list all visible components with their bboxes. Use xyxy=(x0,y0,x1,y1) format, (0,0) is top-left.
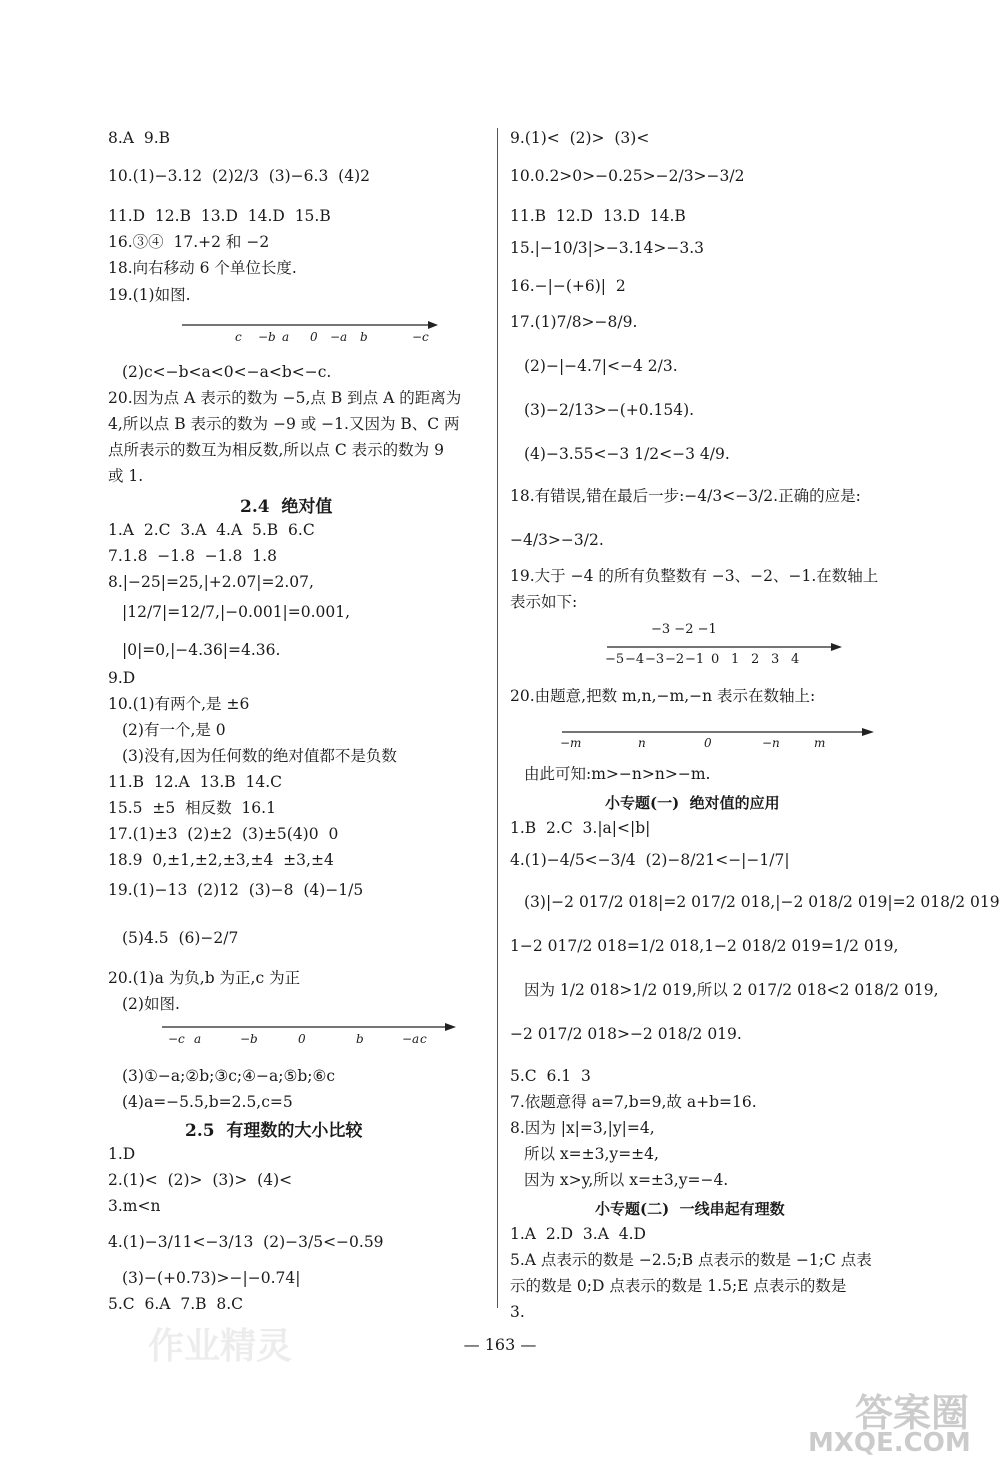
subtopic-heading-2: 小专题(二) 一线串起有理数 xyxy=(595,1200,785,1218)
left-answer-line: 4,所以点 B 表示的数为 −9 或 −1.又因为 B、C 两 xyxy=(108,415,460,433)
number-line-3 xyxy=(605,622,845,668)
section-heading-2-5: 2.5 有理数的大小比较 xyxy=(185,1121,363,1141)
number-line-2 xyxy=(160,1018,460,1048)
right-answer-line: 1.B 2.C 3.|a|<|b| xyxy=(510,819,651,837)
left-answer-line: 3.m<n xyxy=(108,1197,161,1215)
left-answer-line: 1.A 2.C 3.A 4.A 5.B 6.C xyxy=(108,521,315,539)
axis-tick-label: −c xyxy=(412,330,429,344)
page-number: — 163 — xyxy=(463,1335,537,1354)
left-answer-line: (5)4.5 (6)−2/7 xyxy=(122,929,239,947)
right-answer-line: 9.(1)< (2)> (3)< xyxy=(510,129,650,147)
axis-tick-label: −m xyxy=(560,736,582,750)
left-answer-line: (2)c<−b<a<0<−a<b<−c. xyxy=(122,363,332,381)
left-answer-line: 4.(1)−3/11<−3/13 (2)−3/5<−0.59 xyxy=(108,1233,384,1251)
right-answer-line: 10.0.2>0>−0.25>−2/3>−3/2 xyxy=(510,167,745,185)
right-answer-line: 1−2 017/2 018=1/2 018,1−2 018/2 019=1/2 019, xyxy=(510,937,899,955)
right-answer-line: 由此可知:m>−n>n>−m. xyxy=(524,765,711,783)
left-answer-line: 11.B 12.A 13.B 14.C xyxy=(108,773,282,791)
left-answer-line: 19.(1)如图. xyxy=(108,286,191,304)
left-answer-line: (3)①−a;②b;③c;④−a;⑤b;⑥c xyxy=(122,1067,336,1085)
left-answer-line: 或 1. xyxy=(108,467,144,485)
left-answer-line: |12/7|=12/7,|−0.001|=0.001, xyxy=(122,603,351,621)
site-watermark-logo: 答案圈 xyxy=(855,1391,970,1435)
column-divider xyxy=(497,128,498,1308)
left-answer-line: 1.D xyxy=(108,1145,136,1163)
stamp-watermark-bottom: 作业精灵 xyxy=(148,1326,293,1367)
axis-tick-label: a xyxy=(282,330,290,344)
axis-tick-label: −2 xyxy=(665,652,685,667)
left-answer-line: 20.因为点 A 表示的数为 −5,点 B 到点 A 的距离为 xyxy=(108,389,462,407)
right-answer-line: 19.大于 −4 的所有负整数有 −3、−2、−1.在数轴上 xyxy=(510,567,879,585)
axis-tick-label: −a xyxy=(402,1032,420,1046)
left-answer-line: 15.5 ±5 相反数 16.1 xyxy=(108,799,276,817)
axis-tick-label: −b xyxy=(258,330,276,344)
right-answer-line: (3)−2/13>−(+0.154). xyxy=(524,401,695,419)
axis-tick-label: 0 xyxy=(298,1032,306,1046)
left-answer-line: 16.③④ 17.+2 和 −2 xyxy=(108,233,270,251)
right-answer-line: 5.C 6.1 3 xyxy=(510,1067,591,1085)
right-answer-line: 18.有错误,错在最后一步:−4/3<−3/2.正确的应是: xyxy=(510,487,861,505)
right-answer-line: 示的数是 0;D 点表示的数是 1.5;E 点表示的数是 xyxy=(510,1277,847,1295)
left-answer-line: 10.(1)有两个,是 ±6 xyxy=(108,695,250,713)
left-answer-line: 2.(1)< (2)> (3)> (4)< xyxy=(108,1171,293,1189)
axis-tick-label: n xyxy=(638,736,646,750)
right-answer-line: −4/3>−3/2. xyxy=(510,531,604,549)
left-answer-line: (3)没有,因为任何数的绝对值都不是负数 xyxy=(122,747,397,765)
right-answer-line: 因为 x>y,所以 x=±3,y=−4. xyxy=(524,1171,729,1189)
axis-tick-label: −b xyxy=(240,1032,258,1046)
right-answer-line: 所以 x=±3,y=±4, xyxy=(524,1145,659,1163)
left-answer-line: (2)如图. xyxy=(122,995,180,1013)
left-answer-line: 20.(1)a 为负,b 为正,c 为正 xyxy=(108,969,301,987)
left-answer-line: (2)有一个,是 0 xyxy=(122,721,226,739)
number-line-1 xyxy=(180,316,440,346)
axis-tick-label: 0 xyxy=(704,736,712,750)
axis-tick-label: −1 xyxy=(685,652,705,667)
left-answer-line: (4)a=−5.5,b=2.5,c=5 xyxy=(122,1093,293,1111)
right-answer-line: 1.A 2.D 3.A 4.D xyxy=(510,1225,646,1243)
section-heading-2-4: 2.4 绝对值 xyxy=(240,497,333,517)
right-answer-line: 20.由题意,把数 m,n,−m,−n 表示在数轴上: xyxy=(510,687,816,705)
left-answer-line: 9.D xyxy=(108,669,136,687)
right-answer-line: 因为 1/2 018>1/2 019,所以 2 017/2 018<2 018/2 019, xyxy=(524,981,939,999)
left-answer-line: |0|=0,|−4.36|=4.36. xyxy=(122,641,281,659)
left-answer-line: (3)−(+0.73)>−|−0.74| xyxy=(122,1269,301,1287)
left-answer-line: 5.C 6.A 7.B 8.C xyxy=(108,1295,244,1313)
left-answer-line: 10.(1)−3.12 (2)2/3 (3)−6.3 (4)2 xyxy=(108,167,370,185)
right-answer-line: 17.(1)7/8>−8/9. xyxy=(510,313,638,331)
left-answer-line: 18.向右移动 6 个单位长度. xyxy=(108,259,297,277)
number-line-4 xyxy=(560,726,880,756)
axis-tick-label: b xyxy=(356,1032,364,1046)
left-answer-line: 8.|−25|=25,|+2.07|=2.07, xyxy=(108,573,314,591)
axis-tick-label: −3 xyxy=(645,652,665,667)
axis-tick-label: m xyxy=(814,736,826,750)
axis-tick-label: 2 xyxy=(751,652,760,667)
right-answer-line: 15.|−10/3|>−3.14>−3.3 xyxy=(510,239,704,257)
axis-tick-label: 4 xyxy=(791,652,800,667)
axis-tick-label: −c xyxy=(168,1032,185,1046)
axis-tick-label: a xyxy=(194,1032,202,1046)
right-answer-line: (4)−3.55<−3 1/2<−3 4/9. xyxy=(524,445,730,463)
axis-tick-label: 1 xyxy=(731,652,740,667)
left-answer-line: 17.(1)±3 (2)±2 (3)±5(4)0 0 xyxy=(108,825,339,843)
right-answer-line: 表示如下: xyxy=(510,593,578,611)
axis-tick-label: c xyxy=(420,1032,427,1046)
axis-tick-label: 0 xyxy=(711,652,720,667)
axis-tick-label: 0 xyxy=(310,330,318,344)
right-answer-line: 7.依题意得 a=7,b=9,故 a+b=16. xyxy=(510,1093,757,1111)
axis-tick-label: −a xyxy=(330,330,348,344)
right-answer-line: (2)−|−4.7|<−4 2/3. xyxy=(524,357,678,375)
right-answer-line: 8.因为 |x|=3,|y|=4, xyxy=(510,1119,655,1137)
left-answer-line: 点所表示的数互为相反数,所以点 C 表示的数为 9 xyxy=(108,441,444,459)
axis-tick-label: −n xyxy=(762,736,780,750)
left-answer-line: 18.9 0,±1,±2,±3,±4 ±3,±4 xyxy=(108,851,334,869)
axis-tick-label: −4 xyxy=(625,652,645,667)
axis-tick-label: c xyxy=(235,330,242,344)
right-answer-line: (3)|−2 017/2 018|=2 017/2 018,|−2 018/2 019|=2 018/2 019 xyxy=(524,893,1000,911)
right-answer-line: 4.(1)−4/5<−3/4 (2)−8/21<−|−1/7| xyxy=(510,851,790,869)
number-line-3-marked: −3 −2 −1 xyxy=(651,622,717,637)
axis-tick-label: 3 xyxy=(771,652,780,667)
left-answer-line: 7.1.8 −1.8 −1.8 1.8 xyxy=(108,547,277,565)
left-answer-line: 11.D 12.B 13.D 14.D 15.B xyxy=(108,207,331,225)
right-answer-line: 16.−|−(+6)| 2 xyxy=(510,277,626,295)
left-answer-line: 8.A 9.B xyxy=(108,129,171,147)
axis-tick-label: b xyxy=(360,330,368,344)
right-answer-line: 3. xyxy=(510,1303,525,1321)
right-answer-line: −2 017/2 018>−2 018/2 019. xyxy=(510,1025,742,1043)
right-answer-line: 5.A 点表示的数是 −2.5;B 点表示的数是 −1;C 点表 xyxy=(510,1251,872,1269)
axis-tick-label: −5 xyxy=(605,652,625,667)
subtopic-heading-1: 小专题(一) 绝对值的应用 xyxy=(605,794,780,812)
right-answer-line: 11.B 12.D 13.D 14.B xyxy=(510,207,686,225)
site-watermark-url: MXQE.COM xyxy=(808,1428,971,1458)
left-answer-line: 19.(1)−13 (2)12 (3)−8 (4)−1/5 xyxy=(108,881,364,899)
